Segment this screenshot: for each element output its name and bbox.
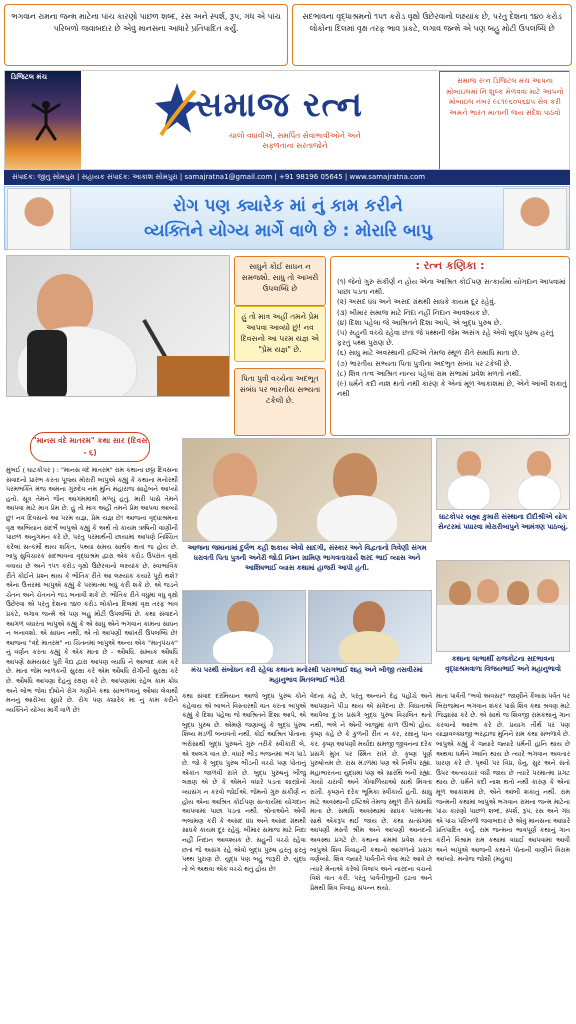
ratna-item: (૧) જેનો ગુરુ સંકીર્ણ ન હોય એના આશ્રિત કોઈપણ સત્કાર્યમાં યોગદાન આપવામાં પાછા પડતા નથી.	[337, 278, 566, 297]
bapu-main-photo	[6, 255, 230, 397]
tagline: ચાલો વધાવીએ, સમર્પિત સેવાભાવીઓને અને સફળતાના સરતાજોને	[229, 131, 361, 150]
ratna-item: (૫) સહુની વચ્ચે રહેવા છતાં જે પથ્થની જેમ અસંગ રહે એવો બુદ્ધ પુરુષ હરતું ફરતું પથ્થ પુરાણ છે.	[337, 329, 554, 348]
ratna-item: (૭) ભારતીય સભ્યતા પિતા પુત્રીના અદભુત સંબંધ પર ટકેલી છે.	[337, 359, 512, 368]
photo-brahma-kumari	[436, 438, 570, 510]
ratna-item: (૮) શિવ તત્વ આશ્રિત નાન્ય પહેલાં રામ સભામાં પ્રવેશ મળતો નથી.	[337, 369, 522, 378]
article-col-mid1: કથા સંવાદ દરમિયાન આજે બુદ્ધ પુરુષ કોને કહેવાય એ બાબતે વિસ્તારથી વાત કરતા બાપુએ કહ્યું કે દિશા પહેલા જે આશ્રિતને દિશા આપે, એ બુદ્ધ પુરુષ છે. એમણે જણાવ્યું કે બુદ્ધ પુરુષ શિષ્ય મંડળી બનાવતો નથી. કોઈ આશ્રિત પોતાના ભરોસાથી બુદ્ધ પુરુષને ગુરુ તરીકે સ્વીકારી લે, એ અલગ વાત છે. વધારે ભીડ ભજનમાં ભંગ પાડે છે. જો કે બુદ્ધ પુરુષ ભીડની વચ્ચે પણ પોતાનું એકાંત જાળવી રાખે છે. બુદ્ધ પુરુષનું બીજું લક્ષણ એ છે કે એમને વધારે પડતા શાસ્ત્રોનો વ્યાસંગ ન કરવો જોઈએ. જેમનો ગુરુ સંકીર્ણ ન હોય એના આશ્રિત કોઈપણ સત્કાર્યમાં યોગદાન આપવામાં પાછા પડતા નથી. શ્રોતાઓને એવી ભલામણ કરી કે અસદ ધંધ અને અસદ ગ્રંથથી સાધકે કાયમ દૂર રહેવું. બીમાર સમાજ માટે નિંદા નહીં નિદાન આવશ્યક છે. સહુની વચ્ચે રહેવા છતાં જે અસંગ રહે એવો બુદ્ધ પુરુષ હરતું ફરતું પથ્થ પુરાણ છે. યુદ્ધ પણ બહુ જરૂરી છે. યુદ્ધ તો બે અથવા એક વચ્ચે થતું હોય છે!	[182, 692, 306, 873]
ratna-list	[337, 277, 567, 399]
masthead-banner	[4, 70, 570, 170]
logo-title: સમાજ રત્ન	[195, 85, 363, 125]
star-logo-icon	[155, 81, 199, 141]
ratna-kanika-box	[330, 256, 570, 436]
article-col-right: માતા પાર્વતી "ભવો અવસર" જાણીને કૈલાસ પર્વત પર બિરાજમાન ભગવાન શંકર પાસે શિવ કથા શ્રવણ માટે જિજ્ઞાસા કરે છે. એ સાથે જ શિવજી રામકથાનું ગાન કરવાનો આરંભ કરે છે. પ્રયાગ તીર્થ પર પણ યાજ્ઞવલ્ક્યજી ભરદ્વાજ મુનિને રામ કથા સંભળાવે છે. બાપુએ કહ્યું કે જ્યારે જ્યારે ધર્મની હાનિ થાય છે અથવા ધર્મને ગ્લાનિ થાય છે ત્યારે ભગવાન અવતાર ધારણ કરે છે. પૃથ્વી પર વિપ્ર, ધેનુ, સુર અને સંતો ઉપર અત્યાચાર વધી જાય છે ત્યારે પરમાત્મા પ્રગટ થાય છે. ધર્મને કદી નાશ થતો નથી કારણ કે એનાં મૂળ આકાશમાં છે, એને આંબી શકાતું નથી. રામ જન્મની કથામાં બાપુએ ભગવાન રામના જન્મ માટેના પાંચ કારણો પાછળ શબ્દ, સ્પર્શ, રૂપ, રસ અને ગંધ એ પાંચ પરિબળો જવાબદાર છે એવું માનસના આધારે પ્રતિપાદિત કર્યું. રામ જન્મના ભાવપૂર્ણ કથાનું ગાન કરીને વિશ્રામ રામ કથામાં વધાઈ આપવામાં આવી અને બાપુએ આજની કથાને પોતાની વાણીને વિરામ આપ્યો. મનોજ જોશી (મહુવા)	[436, 692, 570, 864]
caption-pita-putri: આજના જમાનામાં દુર્લભ કહી શકાય એવો સાદગી, સંસ્કાર અને વિદ્વતાનો ત્રિવેણી સંગમ ધરાવતી પિતા પુત્રની અનેરી જોડી નિમ્ન ગ્રામિણ ભાગવતાચાર્ય શરદ ભાઈ વ્યાસ અને આશિષભાઈ વ્યાસ કથામાં હાજરી આપી હતી.	[187, 544, 427, 572]
quote-sadhu: સાધુને કોઈ સાધન ન સમજશો. સાધુ તો આખરી ઉપલબ્ધિ છે	[234, 256, 326, 306]
top-left-box: ભગવાન રામના જન્મ માટેના પાંચ કારણો પાછળ શબ્દ, રસ અને સ્પર્શ, રૂપ, ગંધ એ પાંચ પરિબળો જવાબદાર છે એવું માનસના આધારે પ્રતિપાદિત કર્યું.	[4, 4, 288, 66]
caption-speakers: મંચ પરથી સંબોધન કરી રહેલા કથાના મનોરથી પરાગભાઈ શાહ અને બીજી તસવીરમાં મહાનુભાવ મિતલભાઈ ભંડેરી	[191, 666, 423, 684]
contact-bar: સંપાદક: જીતુ સોમપુરા | સહાયક સંપાદક: આકાશ સોમપુરા | samajratna1@gmail.com | +91 98196 05645 | www.samajratna.com	[4, 170, 570, 185]
headline-line2: વ્યક્તિને યોગ્ય માર્ગે વાળે છે : મોરારિ બાપુ	[144, 221, 432, 241]
caption-vijaybhai: કથાના લાભાર્થી રાજકોટના સદભાવના વૃદ્ધાશ્રમવાળા વિજયભાઈ અને મહાનુભાવો	[445, 655, 561, 673]
photo-speaker-1	[182, 590, 306, 664]
subscribe-box: સમાજ રત્ન ડિજિટલ મંચ આપના મોબાઇલમાં નિઃશુલ્ક મેળવવા માટે આપનો મોબાઇલ નંબર ૯૮૧૯૬૦૫૬૪૫ સેવ કરી અમને ભારત માતાની જય સંદેશ પાઠવો	[439, 71, 570, 170]
digital-label: ડિજિટલ મંચ	[11, 73, 47, 81]
digital-manch-graphic	[5, 71, 81, 170]
quote-prem-yagna: હું તો માત્ર અહીં તમને પ્રેમ આપવા આવ્યો છું! નવ દિવસનો આ પરમ યજ્ઞ એ "પ્રેમ યજ્ઞ" છે.	[234, 306, 326, 362]
ratna-item: (૩) બીમાર સમાજ માટે નિંદા નહીં નિદાન આવશ્યક છે.	[337, 308, 490, 317]
article-col-mid2: વેદના કહે છે, પરંતુ અન્યને દેહ પહોંચે અને આપણાને પીડા થાય એ સંવેદના છે. વિધાતાએ આપેલા દુઃખ પ્રસંગે બુદ્ધ પુરુષ વિચલિત થતો નથી, ભલે ને એની બાજુમાં કાળ ઊભો હોય. કૃષ્ણ કહે છે કે કુળની રીત ન કર, રક્ષાનું પાન કર. કૃષ્ણ આપણી મર્યાદા સમજી જીવનના દરેક પ્રસંગે મુખ પર સ્મિત રાખે છે. કૃષ્ણ પૂર્ણ પુરુષોત્તમ છે. રાસ મંડળમાં પણ એ નિર્લેપ રહ્યા. મહાભારતના યુદ્ધમાં પણ એ સારથિ બની રહ્યા. ગાયો ચરાવી અને ગોવાળિયાઓ સાથે મિત્રતા રાખી. કૃષ્ણને દરેક ભૂમિકા સ્વીકાર્ય હતી. સાધુ માટે અવસ્થાની દ્રષ્ટિએ તેમજ સ્થૂળ રીતે સમાધિ માતા છે. સમાધિ અવસ્થામાં સાધક પરમાત્મા સાથે એકરૂપ થઈ જાય છે. કથા સત્સંગમાં આપણી મસ્તી શ્રીમ અને આપણી આનંદની અવસ્થા પ્રગટે છે. કથાના ક્રમમાં પ્રવેશ કરતા બાપુએ શિવ વિવાહની કથાનો આગળનો પ્રસંગ વર્ણવ્યો. શિવ જ્યારે પાર્વતીને લેવા માટે આવે છે ત્યારે મેનાએ કરેલો વિલાપ અને નારદના વચનો વિશે વાત કરી. પરંતુ પાર્વતીજીની દ્રઢતા અને પ્રેમથી શિવ વિવાહ સંપન્ન થયો.	[310, 692, 432, 892]
headline-line1: રોગ પણ ક્યારેક માં નું કામ કરીને	[173, 196, 403, 216]
ratna-item: (૬) સાધુ માટે અવસ્થાની દ્રષ્ટિએ તેમજ સ્થૂળ રીતે સમાધિ માતા છે.	[337, 349, 520, 358]
article-col-left: મુંબઈ ( ઘાટકોપર ) : "માનસ વંદે માતરમ" રામ કથાના છઠ્ઠા દિવસના સંવાદનો પ્રારંભ કરતા પૂજ્ય મોરારી બાપુએ કહ્યું કે કથાના મનોરથી પરમભક્તિ મંજ અમના ગુરુદેવ નમ મુનિ મહારાજ સાહેબને આપ્યો હતો. સૂત્ર તેમને જૈન આગમમાંથી મળ્યું હતું. મારી પાસે તેમને આપવા માટે માત્ર પ્રેમ છે. હું તો માત્ર અહીં તમને પ્રેમ આપવા આવ્યો છું! નવ દિવસનો આ પરમ યજ્ઞ, પ્રેમ યજ્ઞ છે! આજના વૃદ્ધાશ્રમના વૃક્ષ અભિયાન સંદર્ભે બાપુએ કહ્યું કે અર્થ તો કાયમ ઋષિની વાણીની પાછળ અનુગમન કરે છે, પરંતુ પરમાર્થની છાયામાં આપણે નિશ્ચિત કરેલાં સત્કર્મો થાય શકિત, પથ્યા સમય સાર્થક થતાં જ હોય છે. બાપુ સુવિચારક સદભાવના વૃદ્ધાશ્રમ દ્વારા એક કરોડ ઉપરાંત વૃક્ષો વવાયા છે અને ૧૫૧ કરોડ વૃક્ષો ઉછેરવાનો લક્ષ્યાંક છે, સ્વાભાવિક રીતે કોઈને પ્રશ્ન થાય કે ભૌતિક રીતે આ લક્ષ્યાંક કયારે પૂરો થશે? એના ઉત્તરમાં બાપુએ કહ્યું કે પરમાત્મા બધું કરી શકે છે. એ જડને ચેતન અને ચેતનને જડ બનાવી શકે છે. ભૌતિક રીતે વધુમાં વધુ વૃક્ષો ઉછેરવા એ પરંતુ દેશના ૧૪૦ કરોડ લોકોના દિલમાં વૃક્ષ તરફ ભાવ પ્રકટે, લગાવ જન્મે એ પણ બહુ મોટી ઉપલબ્ધિ છે. કથા સંવાદને આગળ વધારતા બાપુએ કહ્યું કે એ સાધુ એને ભગવાન કામના સાધન ન બનાવશો. એ સાધન નથી, એ તો આપણી આખરી ઉપલબ્ધિ છે! આજના "વંદે માતરમ" ના ચિંતનમાં બાપુએ અન્ય એક "માતૃપંચક" નું વર્ણન કરતા કહ્યું કે એક માતા છે - ઔષધિ. સમ્યક ઔષધિ આપણે સમયસર પુરી વૈદ્ય દ્વારા આપણ વ્યાધિ ને આબાદ કામ કરે છે. માતા જેમ બાળકની સુરક્ષા કરે એમ ઔષધિ રોગીની સુરક્ષા કરે છે. ઔષધિ આપણા દેહનું રક્ષણ કરે છે. આપણામાં રહેલ કામ ક્રોધ અને લોભ જેવા દોષોને રોગ ગણીને કથા સાંભળવાનું ઔષધ લેવાથી મનનું આરોગ્ય સુધરે છે. રોગ પણ ક્યારેક માં નું કામ કરીને વ્યક્તિને યોગ્ય માર્ગે વાળે છે!	[6, 466, 178, 714]
photo-speaker-2	[308, 590, 432, 664]
jumping-man-icon	[31, 99, 61, 143]
ratna-item: (૪) દિશા પહેલા જે આશ્રિતને દિશા આપે, એ બુદ્ધ પુરુષ છે.	[337, 318, 502, 327]
ratna-title: : રત્ન કણિકા :	[415, 259, 485, 272]
ratna-item: (૨) અસદ ધંધ અને અસદ ગ્રંથથી સાધકે કાયમ દૂર રહેવું.	[337, 298, 496, 307]
photo-pita-putri	[182, 438, 432, 542]
bapu-left-avatar	[7, 188, 71, 250]
ratna-item: (૯) ધર્મને કદી નાશ થતો નથી કારણ કે એનાં મૂળ આકાશમાં છે, એને આંબી શકાતું નથી	[337, 380, 567, 399]
caption-brahma-kumari: ઘાટકોપર બ્રહ્મા કુમારી સંસ્થાના દીદીશ્રીએ યોગ સેન્ટરમાં પધારવા મોરારીબાપુને આમંત્રણ પાઠવ્યું.	[438, 513, 568, 531]
katha-title: "માનસ વંદે માતરમ" કથા સાર (દિવસ - ૬)	[30, 432, 150, 462]
quote-pita-putri: પિતા પુત્રી વચ્ચેના અદભૂત સંબંધ પર ભારતીય સભ્યતા ટકેલી છે.	[234, 368, 326, 436]
photo-vijaybhai	[436, 560, 570, 652]
top-right-box: સદભાવના વૃદ્ધાશ્રમનો ૧૫૧ કરોડ વૃક્ષો ઉછેરવાનો લક્ષ્યાંક છે, પરંતુ દેશના ૧૪૦ કરોડ લોકોના દિલમાં વૃક્ષ તરફ ભાવ પ્રકટે, લગાવ જન્મે એ પણ બહુ મોટી ઉપલબ્ધિ છે	[292, 4, 572, 66]
bapu-right-avatar	[503, 188, 567, 250]
headline-banner	[4, 186, 570, 250]
